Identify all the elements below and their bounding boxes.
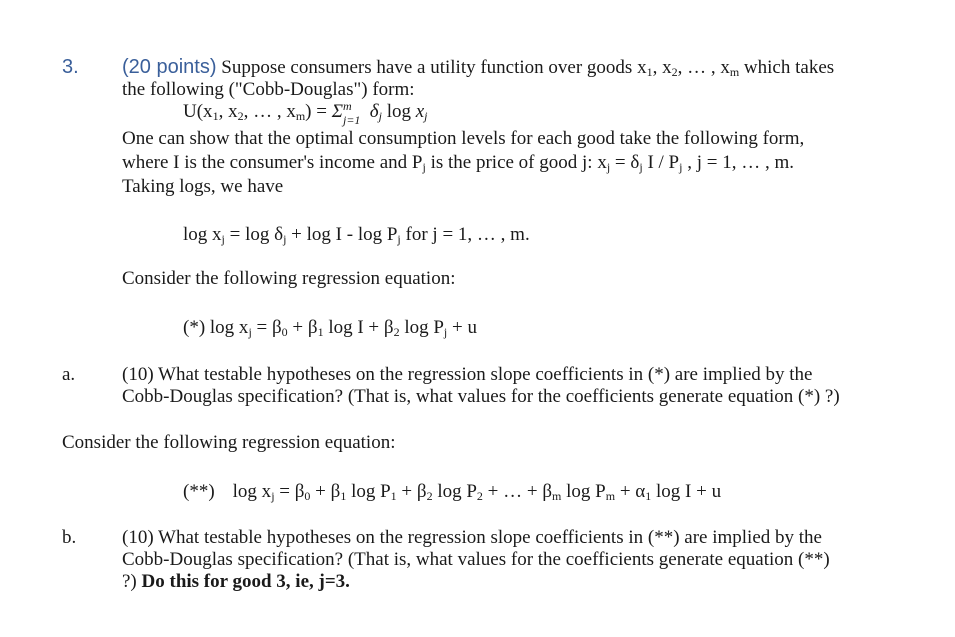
log-equation: $\log x_j = \log \delta_j + \log I - \log P_j$ for j = 1, … , m. <box>183 224 530 246</box>
problem-intro-line: (20 points) Suppose consumers have a utility function over goods $x_1$, $x_2$, … , $x_m$ which takes <box>122 56 835 79</box>
regression-equation-1: (*) $\log x_j = \beta_0 + \beta_1$ $\log I + \beta_2$ $\log P_j + u$ <box>183 317 477 339</box>
utility-equation: $U(x_1$, $x_2$, … , $x_m) = \Sigma$ m j=1 $\delta_j$ $\log x_j$ <box>183 99 428 127</box>
part-b-instruction: Do this for good 3, ie, j=3. <box>141 571 350 592</box>
part-b-line-2: Cobb-Douglas specification? (That is, what values for the coefficients generate equation (**) <box>122 549 830 570</box>
optimal-consumption-line-2: where I is the consumer's income and $P_j$ is the price of good j: $x_j = \delta_j$ I / $P_j$ , j = 1, … , m. <box>122 152 794 174</box>
points-label: (20 points) <box>122 56 217 78</box>
part-a-line-1: (10) What testable hypotheses on the regression slope coefficients in (*) are implied by the <box>122 364 813 385</box>
part-a-line-2: Cobb-Douglas specification? (That is, what values for the coefficients generate equation (*) ?) <box>122 386 840 407</box>
part-a-label: a. <box>62 364 76 385</box>
part-b-line-3: ?) Do this for good 3, ie, j=3. <box>122 571 350 592</box>
regression-equation-2: (**) $\log x_j = \beta_0 + \beta_1$ $\log P_1 + \beta_2$ $\log P_2$ + … + $\beta_m$ $\log P_m + \alpha_1$ log I + u <box>183 481 722 503</box>
part-b-label: b. <box>62 527 77 548</box>
part-b-line-1: (10) What testable hypotheses on the regression slope coefficients in (**) are implied by the <box>122 527 822 548</box>
problem-form-line: the following ("Cobb-Douglas") form: <box>122 79 415 100</box>
consider-regression-2: Consider the following regression equation: <box>62 432 396 453</box>
optimal-consumption-line-1: One can show that the optimal consumption levels for each good take the following form, <box>122 128 805 149</box>
taking-logs-line: Taking logs, we have <box>122 176 284 197</box>
problem-number: 3. <box>62 56 79 78</box>
consider-regression-1: Consider the following regression equation: <box>122 268 456 289</box>
